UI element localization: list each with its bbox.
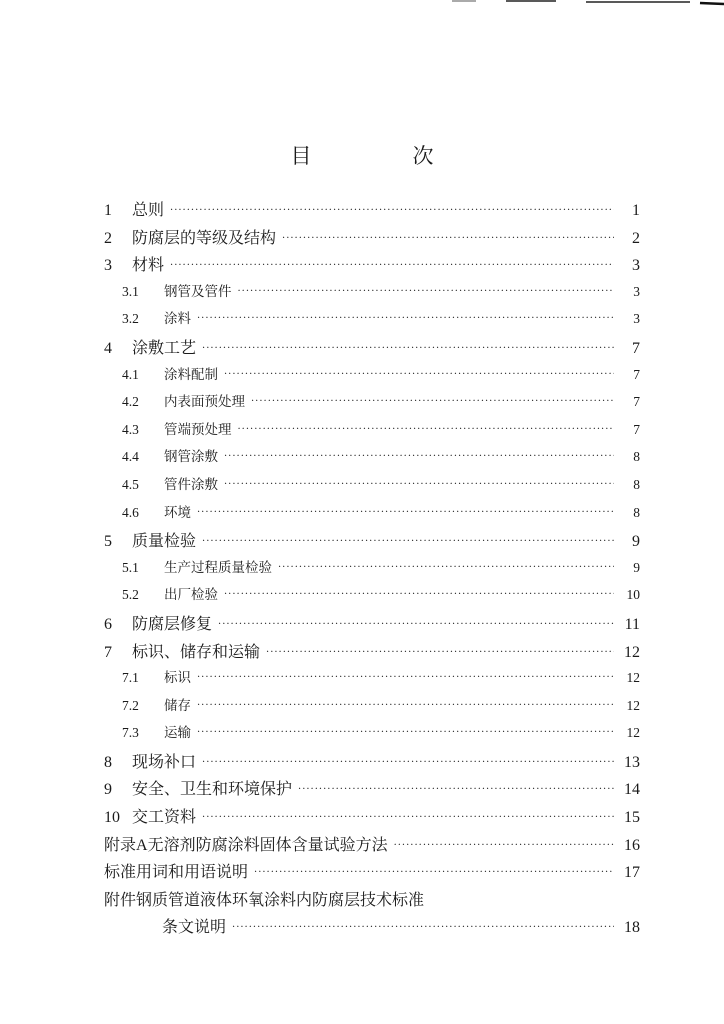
toc-leader-dots <box>218 619 614 630</box>
toc-entry-label: 环境 <box>164 504 191 521</box>
toc-entry <box>104 583 640 611</box>
toc-entry-number: 1 <box>104 202 112 219</box>
toc-entry-page: 12 <box>626 697 640 713</box>
toc-entry-number: 5.1 <box>122 559 139 575</box>
toc-entry-number: 6 <box>104 615 112 633</box>
toc-entry-number: 3.2 <box>122 311 139 327</box>
toc-entry <box>104 445 640 473</box>
toc-entry-page: 17 <box>624 864 640 882</box>
toc-entry-number: 10 <box>104 809 120 827</box>
toc-leader-dots <box>224 479 614 490</box>
scan-edge-marks <box>0 0 724 10</box>
toc-entry-page: 12 <box>626 670 640 686</box>
toc-entry-label: 交工资料 <box>132 807 197 827</box>
toc-entry-number: 7.1 <box>122 670 139 686</box>
toc-leader-dots <box>197 727 614 738</box>
toc-entry-number: 3.1 <box>122 283 139 299</box>
toc-leader-dots <box>224 589 614 600</box>
toc-entry <box>104 197 640 225</box>
toc-entry-page: 7 <box>633 366 640 382</box>
toc-entry-page: 3 <box>633 283 640 299</box>
toc-entry-label: 材料 <box>132 255 165 275</box>
toc-entry-label: 管件涂敷 <box>164 476 218 493</box>
toc-entry-label: 涂料配制 <box>164 366 218 383</box>
toc-leader-dots <box>197 672 614 683</box>
toc-leader-dots <box>197 700 614 711</box>
toc-entry <box>104 859 640 887</box>
toc-leader-dots <box>298 784 614 795</box>
toc-entry-label: 质量检验 <box>132 531 197 551</box>
toc-leader-dots <box>224 451 614 462</box>
toc-entry-page: 11 <box>624 615 640 633</box>
toc-entry-label: 出厂检验 <box>164 587 218 604</box>
toc-entry-label: 储存 <box>164 697 191 714</box>
toc-entry-page: 8 <box>633 504 640 520</box>
toc-entry-label: 钢管及管件 <box>164 283 232 300</box>
toc-leader-dots <box>232 922 614 933</box>
toc-entry <box>104 887 640 915</box>
toc-entry-page: 7 <box>633 394 640 410</box>
toc-entry-label: 运输 <box>164 725 191 742</box>
toc-entry-label: 标识、储存和运输 <box>132 641 261 661</box>
toc-entry-page: 10 <box>626 587 640 603</box>
toc-entry <box>104 804 640 832</box>
toc-entry <box>104 335 640 363</box>
toc-entry <box>104 307 640 335</box>
toc-leader-dots <box>266 647 614 658</box>
toc-leader-dots <box>202 812 614 823</box>
toc-entry <box>104 225 640 253</box>
toc-entry-number: 附件 <box>104 891 137 909</box>
toc-leader-dots <box>254 867 614 878</box>
toc-entry-label: 标准用词和用语说明 <box>104 862 249 882</box>
toc-entry-label: 标识 <box>164 670 191 687</box>
toc-leader-dots <box>278 562 614 573</box>
toc-entry-page: 9 <box>633 559 640 575</box>
toc-entry <box>104 611 640 639</box>
toc-entry-page: 8 <box>633 476 640 492</box>
toc-entry-page: 15 <box>624 809 640 827</box>
toc-entry-label: 条文说明 <box>162 917 227 937</box>
toc-entry <box>104 528 640 556</box>
toc-entry-number: 8 <box>104 753 112 771</box>
table-of-contents <box>104 197 640 942</box>
toc-entry-page: 18 <box>624 919 640 937</box>
toc-entry-number: 4.2 <box>122 394 139 410</box>
toc-entry <box>104 721 640 749</box>
toc-entry-number: 4.5 <box>122 476 139 492</box>
toc-entry-label: 钢质管道液体环氧涂料内防腐层技术标准 <box>136 889 425 909</box>
toc-entry <box>104 749 640 777</box>
toc-entry-label: 内表面预处理 <box>164 394 245 411</box>
toc-leader-dots <box>282 233 614 244</box>
toc-leader-dots <box>394 840 614 851</box>
toc-entry-number: 7 <box>104 643 112 661</box>
toc-entry-label: 现场补口 <box>132 751 197 771</box>
toc-entry <box>104 363 640 391</box>
toc-leader-dots <box>170 205 614 216</box>
toc-entry-page: 8 <box>633 449 640 465</box>
toc-leader-dots <box>238 424 615 435</box>
toc-entry-number: 7.3 <box>122 725 139 741</box>
toc-entry-number: 4.1 <box>122 366 139 382</box>
toc-entry-label: 防腐层的等级及结构 <box>132 227 277 247</box>
toc-entry-label: 安全、卫生和环境保护 <box>132 779 293 799</box>
toc-entry-page: 3 <box>632 257 640 275</box>
toc-entry <box>104 694 640 722</box>
toc-entry-page: 7 <box>632 339 640 357</box>
toc-entry <box>104 280 640 308</box>
toc-entry <box>104 776 640 804</box>
toc-entry <box>104 639 640 667</box>
toc-leader-dots <box>224 369 614 380</box>
toc-leader-dots <box>238 286 615 297</box>
toc-entry-page: 13 <box>624 753 640 771</box>
toc-entry-page: 12 <box>624 643 640 661</box>
toc-entry-label: 涂料 <box>164 311 191 328</box>
toc-entry-label: 无溶剂防腐涂料固体含量试验方法 <box>147 834 388 854</box>
toc-entry-page: 2 <box>632 229 640 247</box>
toc-entry-number: 附录A <box>104 836 148 854</box>
toc-entry <box>104 914 640 942</box>
toc-entry <box>104 556 640 584</box>
toc-entry-label: 钢管涂敷 <box>164 449 218 466</box>
toc-leader-dots <box>202 757 614 768</box>
toc-entry <box>104 252 640 280</box>
toc-leader-dots <box>197 313 614 324</box>
toc-entry-number: 3 <box>104 257 112 275</box>
toc-leader-dots <box>202 343 614 354</box>
toc-entry-number: 4.3 <box>122 421 139 437</box>
toc-entry-number: 9 <box>104 781 112 799</box>
toc-entry-label: 涂敷工艺 <box>132 337 197 357</box>
page-title: 目 次 <box>290 144 474 168</box>
toc-entry-page: 16 <box>624 836 640 854</box>
toc-entry-label: 生产过程质量检验 <box>164 559 272 576</box>
toc-entry-label: 防腐层修复 <box>132 613 213 633</box>
toc-entry-page: 1 <box>632 202 640 219</box>
toc-entry-number: 2 <box>104 229 112 247</box>
toc-entry-number: 5 <box>104 533 112 551</box>
toc-entry-page: 14 <box>624 781 640 799</box>
toc-entry <box>104 390 640 418</box>
toc-entry-number: 4 <box>104 339 112 357</box>
toc-entry-page: 3 <box>633 311 640 327</box>
toc-entry-page: 12 <box>626 725 640 741</box>
toc-entry-number: 5.2 <box>122 587 139 603</box>
toc-entry <box>104 666 640 694</box>
toc-entry <box>104 501 640 529</box>
toc-entry-label: 管端预处理 <box>164 421 232 438</box>
toc-entry-page: 7 <box>633 421 640 437</box>
toc-entry-label: 总则 <box>132 200 165 219</box>
toc-leader-dots <box>197 507 614 518</box>
toc-leader-dots <box>251 396 614 407</box>
toc-entry-page: 9 <box>632 533 640 551</box>
toc-entry <box>104 473 640 501</box>
toc-leader-dots <box>170 260 614 271</box>
toc-entry <box>104 832 640 860</box>
toc-entry-number: 4.4 <box>122 449 139 465</box>
toc-entry-number: 4.6 <box>122 504 139 520</box>
toc-entry-number: 7.2 <box>122 697 139 713</box>
toc-entry <box>104 418 640 446</box>
toc-leader-dots <box>202 536 614 547</box>
